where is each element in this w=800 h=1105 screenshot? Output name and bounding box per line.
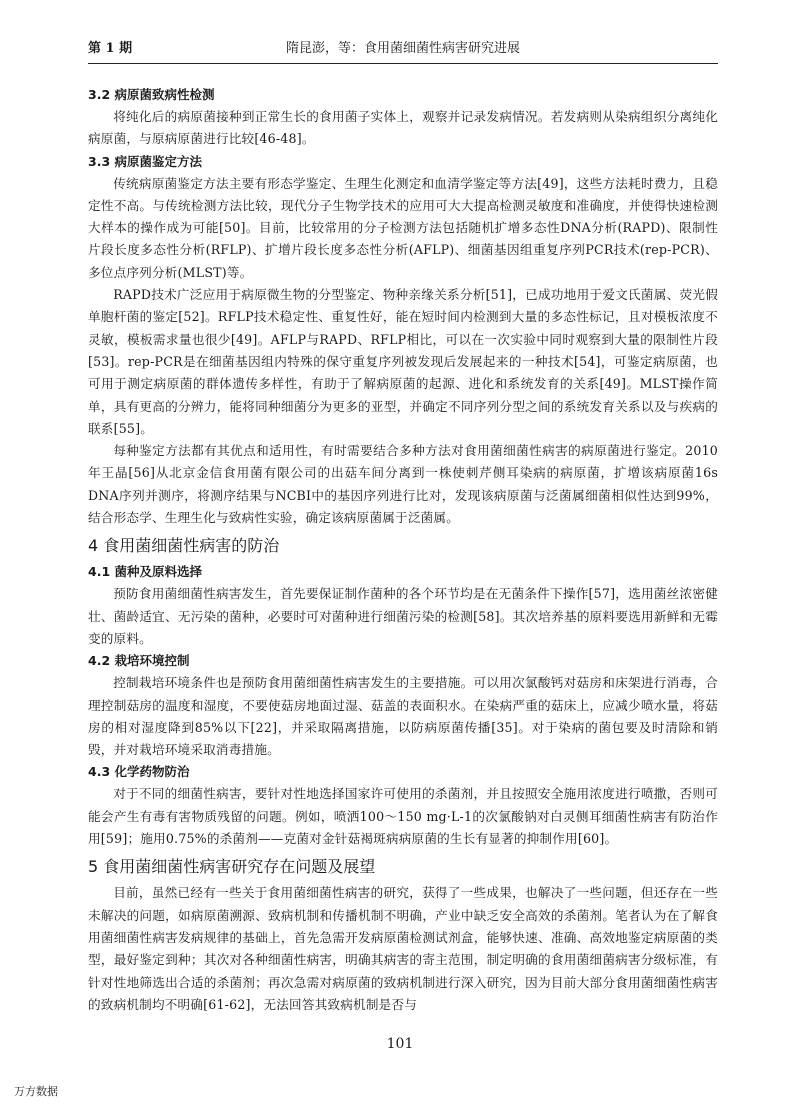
section-heading: 5 食用菌细菌性病害研究存在问题及展望 <box>88 857 376 877</box>
paragraph: 预防食用菌细菌性病害发生，首先要保证制作菌种的各个环节均是在无菌条件下操作[57]，选用菌丝浓密健壮、菌龄适宜、无污染的菌种，必要时可对菌种进行细菌污染的检测[58]。其次培养基的原料要选用新鲜和无霉变的原料。 <box>88 586 718 646</box>
subsection-heading: 3.2 病原菌致病性检测 <box>88 87 215 102</box>
subsection-heading: 4.3 化学药物防治 <box>88 764 190 780</box>
section-heading: 4 食用菌细菌性病害的防治 <box>88 536 280 556</box>
subsection-heading: 3.3 病原菌鉴定方法 <box>88 153 202 169</box>
running-title: 隋昆澎，等：食用菌细菌性病害研究进展 <box>285 41 520 56</box>
issue-number: 第 1 期 <box>88 41 133 56</box>
paragraph: 将纯化后的病原菌接种到正常生长的食用菌子实体上，观察并记录发病情况。若发病则从染病组织分离纯化病原菌，与原病原菌进行比较[46-48]。 <box>88 109 718 147</box>
paragraph: 目前，虽然已经有一些关于食用菌细菌性病害的研究，获得了一些成果，也解决了一些问题，但还存在一些未解决的问题，如病原菌溯源、致病机制和传播机制不明确，产业中缺乏安全高效的杀菌剂。笔者认为在了解食用菌细菌性病害发病规律的基础上，首先急需开发病原菌检测试剂盒，能够快速、准确、高效地鉴定病原菌的类型，最好鉴定到种；其次对各种细菌性病害，明确其病害的寄主范围，制定明确的食用菌细菌病害分级标准，有针对性地筛选出合适的杀菌剂；再次急需对病原菌的致病机制进行深入研究，因为目前大部分食用菌细菌性病害的致病机制均不明确[61-62]，无法回答其致病机制是否与 <box>88 885 718 1012</box>
page-number: 101 <box>386 1036 414 1052</box>
running-header <box>88 38 718 60</box>
article-body <box>88 84 718 1016</box>
watermark-text: 万方数据 <box>14 1085 58 1098</box>
header-rule <box>88 63 718 64</box>
paragraph: RAPD技术广泛应用于病原微生物的分型鉴定、物种亲缘关系分析[51]，已成功地用于爱文氏菌属、荧光假单胞杆菌的鉴定[52]。RFLP技术稳定性、重复性好，能在短时间内检测到大量的多态性标记，且对模板浓度不灵敏，模板需求量也很少[49]。AFLP与RAPD、RFLP相比，可以在一次实验中同时观察到大量的限制性片段[53]。rep-PCR是在细菌基因组内特殊的保守重复序列被发现后发展起来的一种技术[54]，可鉴定病原菌，也可用于测定病原菌的群体遗传多样性，有助于了解病原菌的起源、进化和系统发育的关系[49]。MLST操作简单，具有更高的分辨力，能将同种细菌分为更多的亚型，并确定不同序列分型之间的系统发育关系以及与疾病的联系[55]。 <box>88 287 718 436</box>
subsection-heading: 4.1 菌种及原料选择 <box>88 564 202 580</box>
paragraph: 传统病原菌鉴定方法主要有形态学鉴定、生理生化测定和血清学鉴定等方法[49]，这些方法耗时费力，且稳定性不高。与传统检测方法比较，现代分子生物学技术的应用可大大提高检测灵敏度和准确度，并使得快速检测大样本的操作成为可能[50]。目前，比较常用的分子检测方法包括随机扩增多态性DNA分析(RAPD)、限制性片段长度多态性分析(RFLP)、扩增片段长度多态性分析(AFLP)、细菌基因组重复序列PCR技术(rep-PCR)、多位点序列分析(MLST)等。 <box>88 175 718 280</box>
paragraph: 控制栽培环境条件也是预防食用菌细菌性病害发生的主要措施。可以用次氯酸钙对菇房和床架进行消毒，合理控制菇房的温度和湿度，不要使菇房地面过湿、菇盖的表面积水。在染病严重的菇床上，应减少喷水量，将菇房的相对湿度降到85%以下[22]，并采取隔离措施，以防病原菌传播[35]。对于染病的菌包要及时清除和销毁，并对栽培环境采取消毒措施。 <box>88 675 718 758</box>
paragraph: 对于不同的细菌性病害，要针对性地选择国家许可使用的杀菌剂，并且按照安全施用浓度进行喷撒，否则可能会产生有毒有害物质残留的问题。例如，喷洒100～150 mg·L-1的次氯酸钠对白灵侧耳细菌性病害有防治作用[59]；施用0.75%的杀菌剂——克菌对金针菇褐斑病病原菌的生长有显著的抑制作用[60]。 <box>88 786 718 847</box>
paragraph: 每种鉴定方法都有其优点和适用性，有时需要结合多种方法对食用菌细菌性病害的病原菌进行鉴定。2010年王晶[56]从北京金信食用菌有限公司的出菇车间分离到一株使刺芹侧耳染病的病原菌，扩增该病原菌16s DNA序列并测序，将测序结果与NCBI中的基因序列进行比对，发现该病原菌与泛菌属细菌相似性达到99%，结合形态学、生理生化与致病性实验，确定该病原菌属于泛菌属。 <box>88 443 718 526</box>
subsection-heading: 4.2 栽培环境控制 <box>88 653 190 669</box>
